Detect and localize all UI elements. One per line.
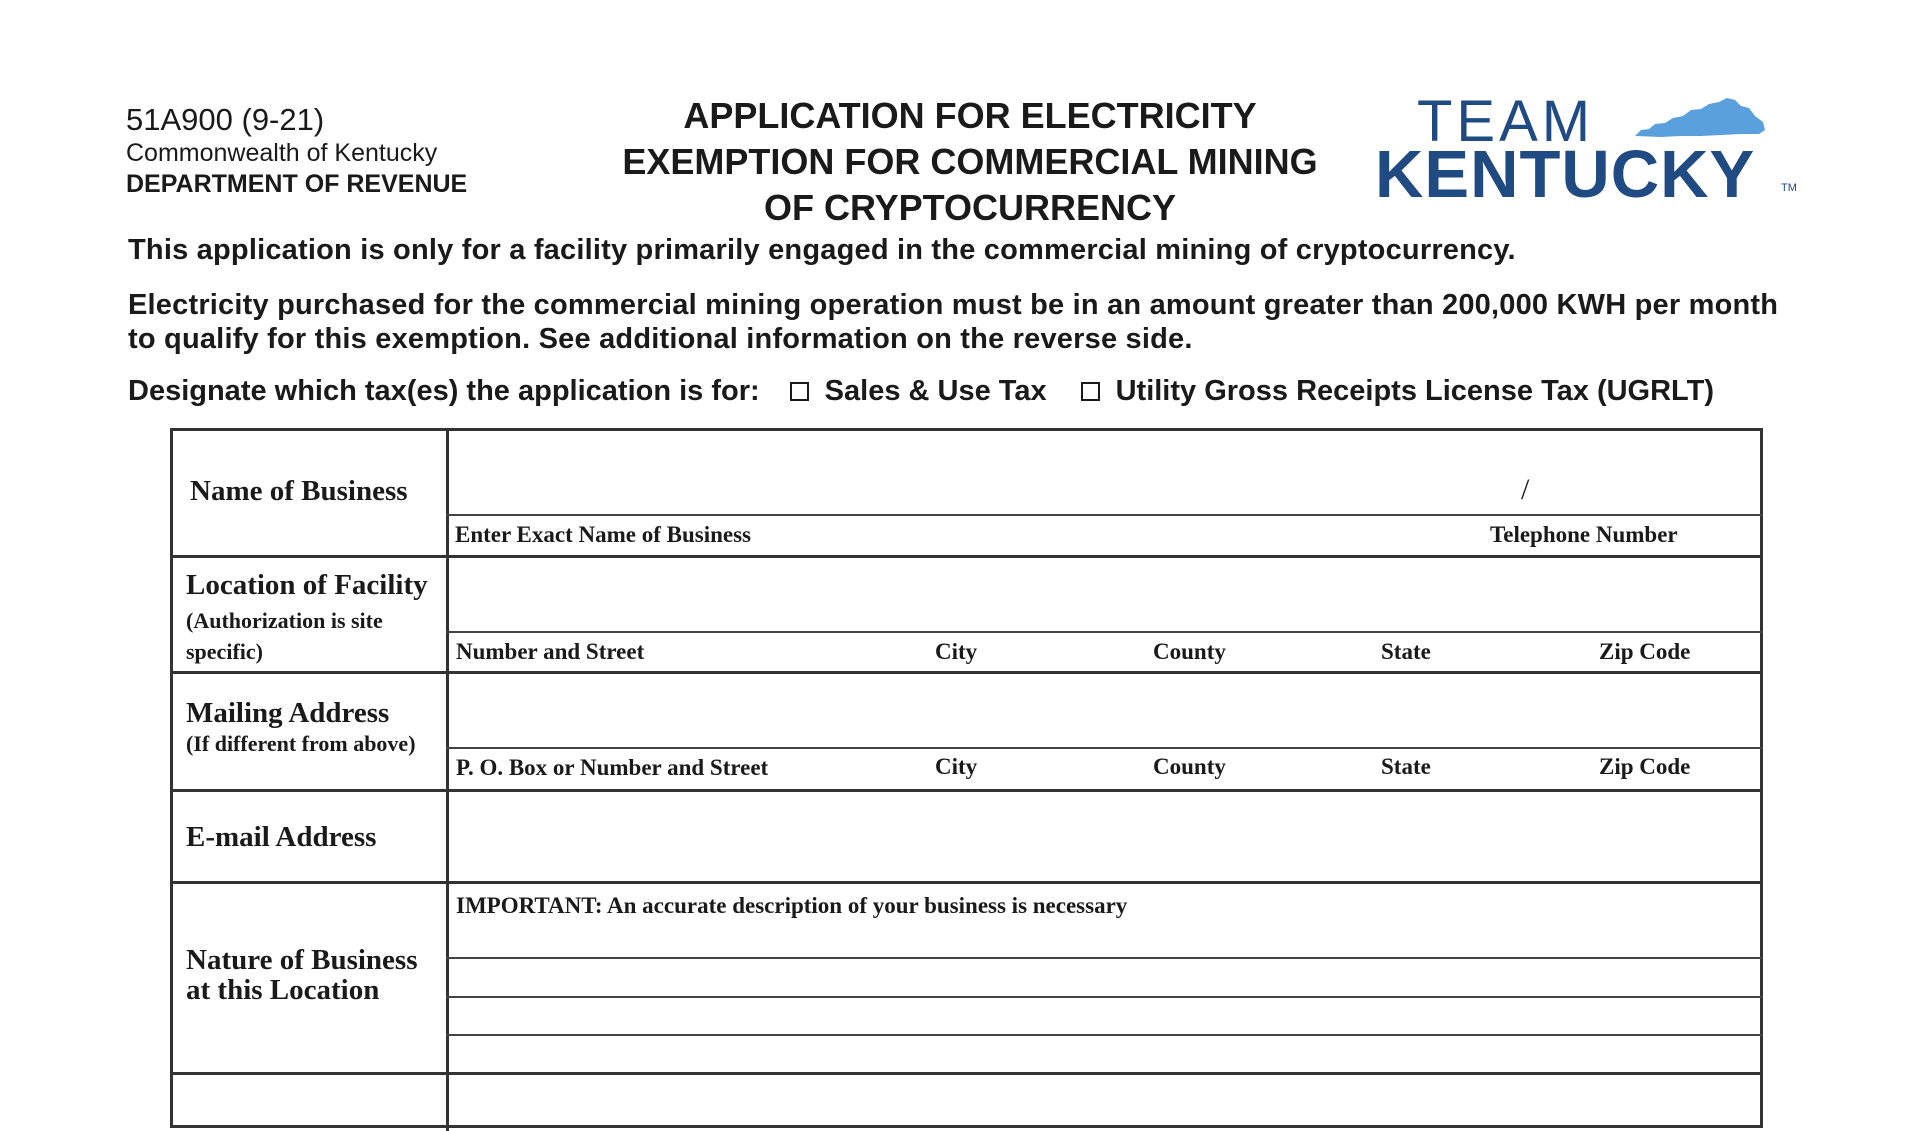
location-county-sublabel: County	[1153, 639, 1226, 664]
email-label: E-mail Address	[186, 821, 377, 853]
logo-team-text: TEAM	[1417, 89, 1595, 154]
nature-input-line-4[interactable]	[449, 1037, 1759, 1071]
field-underline	[446, 747, 1763, 749]
kentucky-map-icon	[1631, 96, 1767, 140]
nature-input-line-1[interactable]	[449, 923, 1759, 957]
ugrlt-label: Utility Gross Receipts License Tax (UGRLT)	[1115, 375, 1714, 407]
mailing-city-sublabel: City	[935, 754, 978, 779]
mailing-street-sublabel: P. O. Box or Number and Street	[456, 755, 769, 780]
location-label: Location of Facility	[186, 569, 428, 601]
title-line: APPLICATION FOR ELECTRICITY	[683, 95, 1257, 136]
location-note: (Authorization is site specific)	[186, 608, 383, 664]
nature-important-note: IMPORTANT: An accurate description of your business is necessary	[456, 893, 1128, 918]
designate-prompt: Designate which tax(es) the application is for:	[128, 375, 760, 407]
email-input[interactable]	[449, 792, 1759, 880]
sales-use-tax-label: Sales & Use Tax	[824, 375, 1047, 407]
department-label: DEPARTMENT OF REVENUE	[126, 170, 468, 198]
field-underline	[446, 631, 1763, 633]
business-name-input[interactable]	[449, 431, 1759, 513]
telephone-sublabel: Telephone Number	[1490, 522, 1678, 547]
form-number: 51A900 (9-21)	[126, 102, 325, 137]
mailing-county-sublabel: County	[1153, 754, 1226, 779]
mailing-input[interactable]	[449, 674, 1759, 746]
nature-label-line-2: at this Location	[186, 974, 380, 1006]
phone-separator: /	[1521, 473, 1530, 506]
ugrlt-checkbox[interactable]	[1081, 382, 1100, 401]
nature-label-line-1: Nature of Business	[186, 944, 418, 976]
location-input[interactable]	[449, 558, 1759, 630]
field-underline	[446, 996, 1763, 998]
nature-input-line-3[interactable]	[449, 999, 1759, 1033]
location-state-sublabel: State	[1381, 639, 1431, 664]
field-underline	[446, 514, 1763, 516]
row-divider	[173, 881, 1763, 884]
nature-label	[186, 945, 418, 1005]
logo-tm: TM	[1781, 182, 1797, 194]
mailing-zip-sublabel: Zip Code	[1599, 754, 1691, 779]
designate-row	[128, 375, 1718, 408]
business-name-sublabel: Enter Exact Name of Business	[455, 522, 752, 547]
row-divider	[173, 1072, 1763, 1075]
application-form-table	[170, 428, 1763, 1128]
field-underline	[446, 957, 1763, 959]
business-name-label: Name of Business	[190, 475, 408, 507]
title-line: EXEMPTION FOR COMMERCIAL MINING	[622, 141, 1318, 182]
mailing-state-sublabel: State	[1381, 754, 1431, 779]
commonwealth-label: Commonwealth of Kentucky	[126, 139, 438, 167]
location-street-sublabel: Number and Street	[456, 639, 645, 664]
nature-input-line-2[interactable]	[449, 961, 1759, 995]
title-line: OF CRYPTOCURRENCY	[763, 187, 1177, 228]
mailing-note: (If different from above)	[186, 731, 416, 756]
team-kentucky-logo	[1375, 89, 1805, 212]
intro-line-2: Electricity purchased for the commercial mining operation must be in an amount greater than 200,000 KWH per month to qualify for this exemption. See additional information on the reverse side.	[128, 289, 1779, 355]
location-zip-sublabel: Zip Code	[1599, 639, 1691, 664]
field-underline	[446, 1034, 1763, 1036]
logo-kentucky-text: KENTUCKY	[1375, 137, 1756, 212]
intro-line-1: This application is only for a facility primarily engaged in the commercial mining of cryptocurrency.	[128, 234, 1516, 266]
form-title	[580, 93, 1360, 231]
mailing-label: Mailing Address	[186, 697, 390, 729]
location-city-sublabel: City	[935, 639, 978, 664]
sales-use-tax-checkbox[interactable]	[790, 382, 809, 401]
